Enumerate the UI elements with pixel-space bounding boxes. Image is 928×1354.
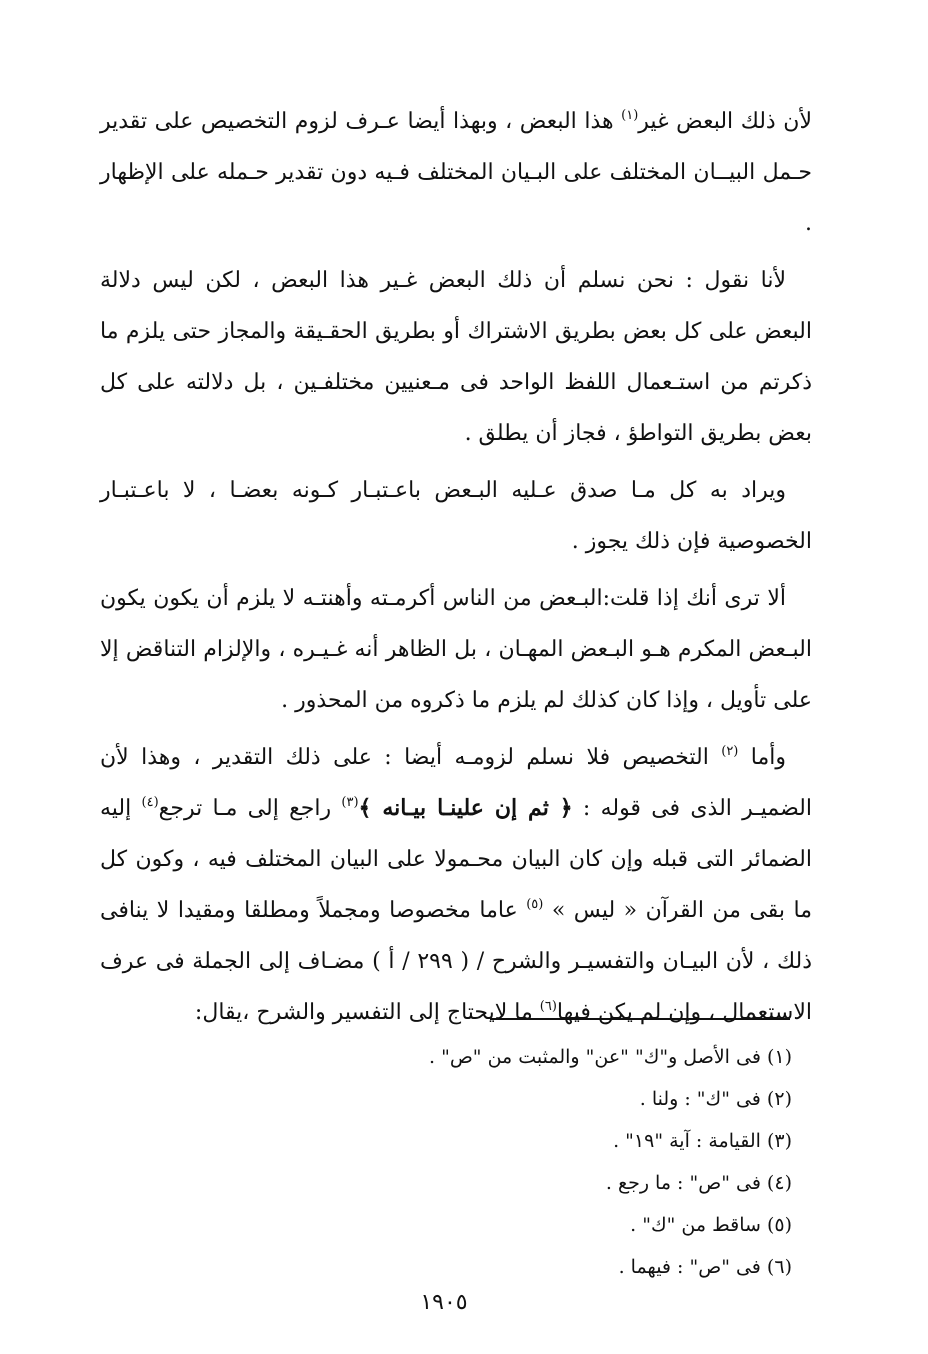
paragraph-5 (100, 732, 812, 1038)
quran-quote: ﴿ ثم إن علينـا بيـانه ﴾ (358, 795, 573, 821)
footnote-1: (١) فى الأصل و"ك" "عن" والمثبت من "ص" . (429, 1046, 792, 1068)
paragraph-text: هذا البعض ، وبهذا أيضا عـرف لزوم التخصيص على تقدير حـمل البيــان المختلف على البـيان المختلف فـيه دون تقدير حـمله على الإظهار . (100, 109, 812, 236)
footnote-marker: (٣) (341, 795, 359, 810)
footnote-4: (٤) فى "ص" : ما رجع . (605, 1172, 792, 1194)
footnote-marker: (٦) (539, 999, 557, 1014)
paragraph-text: لأن ذلك البعض غير (638, 109, 812, 134)
paragraph-text: إليه الضمائر التى قبله وإن كان البيان محـمولا على البيان المختلف فيه ، وكون كل ما بقى من القرآن « ليس » (100, 796, 812, 923)
footnotes (360, 1036, 792, 1288)
footnote-divider (490, 1018, 790, 1020)
paragraph-text: التخصيص فلا نسلم لزومـه أيضا : على ذلك التقدير ، وهذا لأن الضميـر الذى فى قوله : (100, 745, 812, 821)
paragraph-text: ما لايحتاج إلى التفسير والشرح ،يقال: (194, 1000, 540, 1025)
paragraph-text: ويراد به كل مـا صدق عـليه البـعض باعـتبـار كـونه بعضـا ، لا باعـتبـار الخصوصية فإن ذلك يجوز . (100, 478, 812, 554)
footnote-marker: (١) (621, 108, 639, 123)
paragraph-2 (100, 255, 812, 459)
paragraph-4 (100, 573, 812, 726)
footnote-marker: (٥) (526, 897, 544, 912)
footnote-5: (٥) ساقط من "ك" . (630, 1214, 792, 1236)
footnote-6: (٦) فى "ص" : فيهما . (618, 1256, 792, 1278)
paragraph-text: وأما (738, 745, 786, 770)
paragraph-text: عاما مخصوصا ومجملاً ومطلقا ومقيدا لا ينافى ذلك ، لأن البيـان والتفسيـر والشرح / ( ٢٩٩ / أ ) مضـاف إلى الجملة فى عرف الاستعمال ، وإن لم يكن فيها (100, 898, 812, 1025)
paragraph-1 (100, 96, 812, 249)
body-text (100, 96, 812, 1044)
footnote-marker: (٢) (721, 744, 739, 759)
footnote-3: (٣) القيامة : آية "١٩" . (613, 1130, 792, 1152)
paragraph-text: ألا ترى أنك إذا قلت:البـعض من الناس أكرمـته وأهنتـه لا يلزم أن يكون يكون البـعض المكرم هـو البـعض المهـان ، بل الظاهر أنه غـيـره ، والإلزام التناقض إلا على تأويل ، وإذا كان كذلك لم يلزم ما ذكروه من المحذور . (100, 586, 812, 713)
footnote-2: (٢) فى "ك" : ولنا . (639, 1088, 792, 1110)
paragraph-text: لأنا نقول : نحن نسلم أن ذلك البعض غـير هذا البعض ، لكن ليس دلالة البعض على كل بعض بطريق الاشتراك أو بطريق الحقـيقة والمجاز حتى يلزم ما ذكرتم من استـعمال اللفظ الواحد فى مـعنيين مختلفـين ، بل دلالته على كل بعض بطريق التواطؤ ، فجاز أن يطلق . (100, 268, 812, 446)
paragraph-text: راجع إلى مـا ترجع (158, 796, 342, 821)
page-number: ١٩٠٥ (420, 1290, 468, 1315)
footnote-marker: (٤) (141, 795, 159, 810)
paragraph-3 (100, 465, 812, 567)
